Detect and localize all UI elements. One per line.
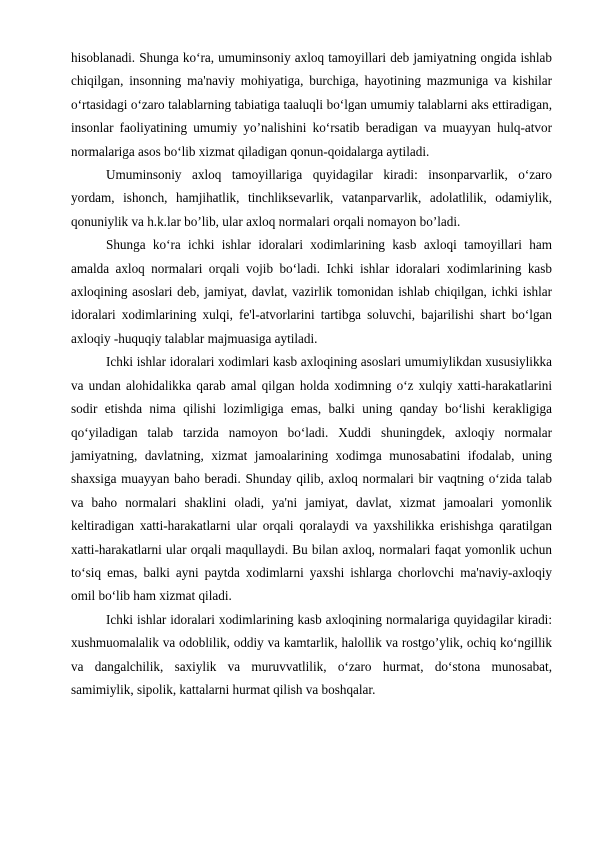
paragraph-continuation: hisoblanadi. Shunga ko‘ra, umuminsoniy axloq tamoyillari deb jamiyatning ongida ishlab chiqilgan, insonning ma'naviy mohiyatiga, burchiga, hayotining mazmuniga va kishilar o‘rtasidagi o‘zaro talablarning tabiatiga taaluqli bo‘lgan umumiy talablarni aks ettiradigan, insonlar faoliyatining umumiy yo’nalishini ko‘rsatib beradigan va muayyan hulq-atvor normalariga asos bo‘lib xizmat qiladigan qonun-qoidalarga aytiladi.: [71, 50, 552, 159]
paragraph-professional-ethics-basis: Shunga ko‘ra ichki ishlar idoralari xodimlarining kasb axloqi tamoyillari ham amalda axloq normalari orqali vojib bo‘ladi. Ichki ishlar idoralari xodimlarining kasb axloqining asoslari deb, jamiyat, davlat, vazirlik tomonidan ishlab chiqilgan, ichki ishlar idoralari xodimlarining xulqi, fe'l-atvorlarini tartibga soluvchi, bajarilishi shart bo‘lgan axloqiy -huquqiy talablar majmuasiga aytiladi.: [71, 237, 552, 346]
paragraph-ethics-norms-list: Ichki ishlar idoralari xodimlarining kasb axloqining normalariga quyidagilar kiradi: xushmuomalalik va odoblilik, oddiy va kamtarlik, halollik va rostgo’ylik, ochiq ko‘ngillik va dangalchilik, saxiylik va muruvvatlilik, o‘zaro hurmat, do‘stona munosabat, samimiylik, sipolik, kattalarni hurmat qilish va boshqalar.: [71, 611, 552, 697]
document-body: [71, 46, 552, 701]
paragraph-ethics-foundations: Ichki ishlar idoralari xodimlari kasb axloqining asoslari umumiylikdan xususiylikka va undan alohidalikka qarab amal qilgan holda xodimning o‘z xulqiy xatti-harakatlarini sodir etishda nima qilishi lozimligiga emas, balki uning qanday bo‘lishi kerakligiga qo‘yiladigan talab tarzida namoyon bo‘ladi. Xuddi shuningdek, axloqiy normalar jamiyatning, davlatning, xizmat jamoalarining xodimga munosabatini ifodalab, uning shaxsiga muayyan baho beradi. Shunday qilib, axloq normalari bir vaqtning o‘zida talab va baho normalari shaklini oladi, ya'ni jamiyat, davlat, xizmat jamoalari yomonlik keltiradigan xatti-harakatlarni ular orqali qoralaydi va yaxshilikka erishishga qaratilgan xatti-harakatlarni ular orqali maqullaydi. Bu bilan axloq, normalari faqat yomonlik uchun to‘siq emas, balki ayni paytda xodimlarni yaxshi ishlarga chorlovchi ma'naviy-axloqiy omil bo‘lib ham xizmat qiladi.: [71, 354, 552, 604]
paragraph-universal-principles: Umuminsoniy axloq tamoyillariga quyidagilar kiradi: insonparvarlik, o‘zaro yordam, ishonch, hamjihatlik, tinchliksevarlik, vatanparvarlik, adolatlilik, odamiylik, qonuniylik va h.k.lar bo’lib, ular axloq normalari orqali nomayon bo’ladi.: [71, 167, 552, 229]
